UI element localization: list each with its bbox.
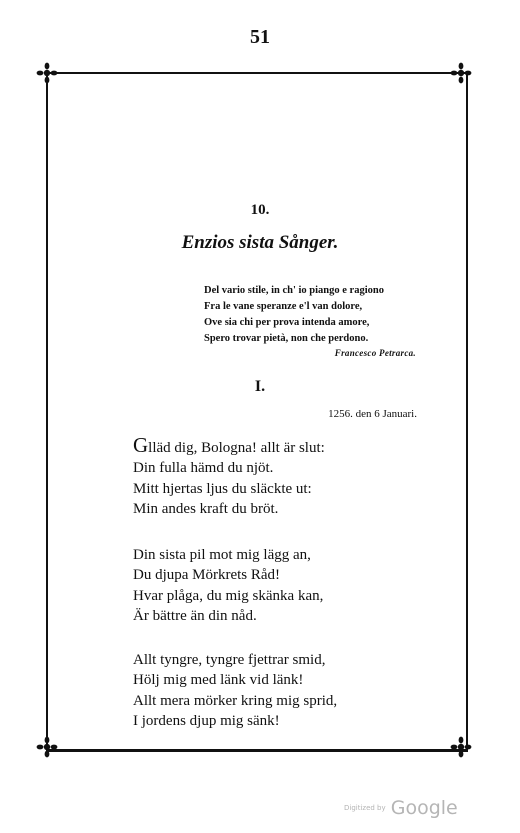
verse-line: I jordens djup mig sänk!	[133, 712, 280, 729]
verse-line: Du djupa Mörkrets Råd!	[133, 567, 281, 584]
verse-line: Allt tyngre, tyngre fjettrar smid,	[133, 652, 326, 668]
verse-line: Hölj mig med länk vid länk!	[133, 672, 304, 689]
epigraph-line: Ove sia chi per prova intenda amore,	[204, 317, 370, 328]
section-number: I.	[254, 378, 266, 395]
epigraph-line: Fra le vane speranze e'l van dolore,	[204, 301, 363, 312]
dateline: 1256. den 6 Januari.	[328, 408, 417, 420]
poem-title: Enzios sista Sånger.	[181, 232, 339, 253]
stanza-2	[133, 545, 423, 626]
drop-cap: G	[133, 433, 149, 457]
corner-ornament-icon	[36, 62, 58, 84]
corner-ornament-icon	[450, 736, 472, 758]
corner-ornament-icon	[36, 736, 58, 758]
verse-line: Hvar plåga, du mig skänka kan,	[133, 587, 324, 604]
epigraph-line: Del vario stile, in ch' io piango e ragiono	[204, 285, 384, 296]
verse-line: Allt mera mörker kring mig sprid,	[133, 692, 338, 709]
digitized-watermark	[344, 797, 458, 819]
verse-line: Är bättre än din nåd.	[133, 607, 257, 624]
watermark-prefix: Digitized by	[344, 804, 386, 812]
epigraph-line: Spero trovar pietà, non che perdono.	[204, 333, 369, 344]
page-number: 51	[250, 26, 270, 48]
epigraph-author: Francesco Petrarca.	[334, 348, 416, 358]
verse-line: Min andes kraft du bröt.	[133, 500, 279, 517]
corner-ornament-icon	[450, 62, 472, 84]
verse-line	[133, 433, 423, 458]
verse-line: Din fulla hämd du njöt.	[133, 460, 274, 477]
verse-line: Mitt hjertas ljus du släckte ut:	[133, 480, 312, 497]
verse-line-text: lläd dig, Bologna! allt är slut:	[148, 440, 325, 456]
epigraph	[204, 283, 444, 347]
stanza-1	[133, 433, 423, 519]
verse-line: Din sista pil mot mig lägg an,	[133, 547, 311, 563]
stanza-3	[133, 650, 423, 731]
watermark-brand: Google	[390, 797, 458, 819]
poem-number: 10.	[250, 202, 270, 218]
